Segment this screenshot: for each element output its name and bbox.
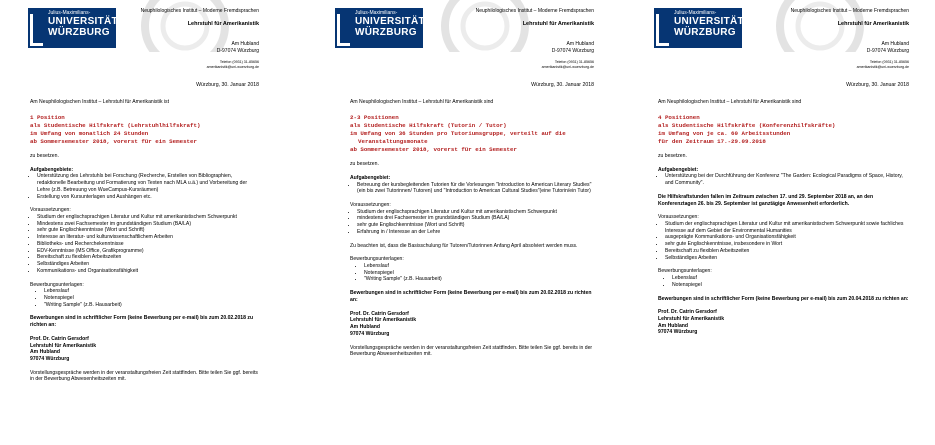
- list-item: • Interesse an literatur- und kulturwissenschaftlichem Arbeiten: [37, 234, 259, 241]
- intro-text: Am Neuphilologischen Institut – Lehrstuhl für Amerikanistik sind: [350, 98, 494, 105]
- requirements-heading: Voraussetzungen:: [658, 214, 699, 221]
- list-item: • "Writing Sample" (z.B. Hausarbeit): [364, 276, 594, 283]
- address: Am Hubland D-97074 Würzburg: [551, 41, 594, 54]
- contact-address: Prof. Dr. Catrin Gersdorf Lehrstuhl für Amerikanistik Am Hubland 97074 Würzburg: [350, 310, 417, 337]
- list-item: • Erfahrung in / Interesse an der Lehre: [357, 229, 594, 236]
- letterhead: [650, 0, 915, 78]
- schedule-note: Die Hilfskraftstunden fallen im Zeitraum zwischen 17. und 29. September 2018 an, an den Konferenztagen 26. bis 29. September ist ganztägige Anwesenheit erforderlich.: [658, 193, 874, 207]
- position-summary: 2-3 Positionen als Studentische Hilfskraft (Tutorin / Tutor) im Umfang von 36 Stunden pro Tutoriumsgruppe, verteilt auf die Veranstaltungsmonate ab Sommersemester 2018, vorerst für ein Semester: [350, 113, 566, 154]
- tasks-heading: Aufgabengebiet:: [658, 166, 699, 173]
- list-item: • Betreuung der kursbegleitenden Tutorien für die Vorlesungen "Introduction to American Literary Studies" (ein bis zwei Tutorinnen/ Tutoren) und "Introduction to American Cultural Studies"(eine Tutorin/ein Tutor): [357, 182, 594, 195]
- documents-heading: Bewerbungsunterlagen:: [658, 268, 712, 275]
- documents-list: [350, 263, 594, 283]
- contact-info: Telefon (0931) 31-85656 amerikanistik@uni-wuerzburg.de: [541, 60, 594, 70]
- requirements-list: [30, 214, 259, 274]
- closing-note: Vorstellungsgespräche werden in der veranstaltungsfreien Zeit stattfinden. Bitte teilen Sie ggf. bereits in der Bewerbung Abwesenheitszeiten mit.: [350, 344, 593, 358]
- requirements-list: [658, 221, 909, 261]
- university-logo: [335, 8, 423, 48]
- requirements-list: [350, 209, 594, 236]
- to-be-filled: zu besetzen.: [350, 161, 379, 168]
- deadline-text: Bewerbungen sind in schriftlicher Form (keine Bewerbung per e-mail) bis zum 20.02.2018 zu richten an:: [30, 315, 254, 329]
- letter-date: Würzburg, 30. Januar 2018: [846, 82, 909, 88]
- chair-name: Lehrstuhl für Amerikanistik: [522, 21, 594, 27]
- list-item: • Bereitschaft zu flexiblen Arbeitszeiten: [665, 248, 909, 255]
- institute-name: Neuphilologisches Institut – Moderne Fremdsprachen: [475, 8, 594, 14]
- list-item: • sehr gute Englischkenntnisse, insbesondere in Wort: [665, 241, 909, 248]
- list-item: • Kommunikations- und Organisationsfähigkeit: [37, 268, 259, 275]
- chair-name: Lehrstuhl für Amerikanistik: [187, 21, 259, 27]
- address: Am Hubland D-97074 Würzburg: [216, 41, 259, 54]
- job-posting-2: [335, 0, 600, 445]
- institute-name: Neuphilologisches Institut – Moderne Fremdsprachen: [140, 8, 259, 14]
- university-logo: [654, 8, 742, 48]
- logo-wordmark: UNIVERSITÄT WÜRZBURG: [355, 16, 425, 38]
- list-item: • Selbständiges Arbeiten: [37, 261, 259, 268]
- list-item: • Mindestens zwei Fachsemester im grundständigen Studium (BA/LA): [37, 221, 259, 228]
- list-item: • Lebenslauf: [364, 263, 594, 270]
- list-item: • Studium der englischsprachigen Literatur und Kultur mit amerikanistischem Schwerpunkt: [357, 209, 594, 216]
- list-item: • ausgeprägte Kommunikations- und Organisationsfähigkeit: [665, 234, 909, 241]
- tasks-heading: Aufgabengebiete:: [30, 166, 74, 173]
- list-item: • Notenspiegel: [672, 282, 909, 289]
- letterhead: [0, 0, 265, 78]
- logo-small-text: Julius-Maximilians-: [674, 10, 717, 16]
- list-item: • Unterstützung des Lehrstuhls bei Forschung (Recherche, Erstellen von Bibliographien, redaktionelle Bearbeitung und Formatierung von Texten nach MLA u.ä.) und Vorbereitung der Lehre (z.B. Betreuung von WueCampus-Kursräumen): [37, 173, 259, 193]
- list-item: • EDV-Kenntnisse (MS Office, Grafikprogramme): [37, 248, 259, 255]
- to-be-filled: zu besetzen.: [30, 153, 59, 160]
- list-item: • sehr gute Englischkenntnisse (Wort und Schrift): [357, 222, 594, 229]
- list-item: • Notenspiegel: [44, 295, 259, 302]
- list-item: • Studium der englischsprachigen Literatur und Kultur mit amerikanistischem Schwerpunkt: [37, 214, 259, 221]
- contact-info: Telefon (0931) 31-85656 amerikanistik@uni-wuerzburg.de: [206, 60, 259, 70]
- tasks-list: [658, 173, 909, 186]
- documents-heading: Bewerbungsunterlagen:: [350, 256, 404, 263]
- intro-text: Am Neuphilologischen Institut – Lehrstuhl für Amerikanistik sind: [658, 98, 802, 105]
- deadline-text: Bewerbungen sind in schriftlicher Form (keine Bewerbung per e-mail) bis zum 20.02.2018 zu richten an:: [350, 290, 592, 303]
- documents-list: [658, 275, 909, 288]
- documents-heading: Bewerbungsunterlagen:: [30, 281, 84, 288]
- contact-address: Prof. Dr. Catrin Gersdorf Lehrstuhl für Amerikanistik Am Hubland 97074 Würzburg: [30, 335, 97, 362]
- address: Am Hubland D-97074 Würzburg: [866, 41, 909, 54]
- list-item: • Lebenslauf: [672, 275, 909, 282]
- logo-small-text: Julius-Maximilians-: [48, 10, 91, 16]
- tasks-list: [350, 182, 594, 195]
- list-item: • "Writing Sample" (z.B. Hausarbeit): [44, 302, 259, 309]
- deadline-text: Bewerbungen sind in schriftlicher Form (keine Bewerbung per e-mail) bis zum 20.04.2018 zu richten an:: [658, 295, 909, 302]
- intro-text: Am Neuphilologischen Institut – Lehrstuhl für Amerikanistik ist: [30, 98, 170, 105]
- list-item: • mindestens drei Fachsemester im grundständigen Studium (BA/LA): [357, 215, 594, 222]
- letterhead: [335, 0, 600, 78]
- chair-name: Lehrstuhl für Amerikanistik: [837, 21, 909, 27]
- logo-wordmark: UNIVERSITÄT WÜRZBURG: [48, 16, 118, 38]
- list-item: • Bereitschaft zu flexiblen Arbeitszeiten: [37, 254, 259, 261]
- contact-address: Prof. Dr. Catrin Gersdorf Lehrstuhl für Amerikanistik Am Hubland 97074 Würzburg: [658, 309, 725, 336]
- requirements-heading: Voraussetzungen:: [350, 202, 391, 208]
- letter-date: Würzburg, 30. Januar 2018: [531, 82, 594, 88]
- letter-date: Würzburg, 30. Januar 2018: [196, 82, 259, 88]
- requirements-heading: Voraussetzungen:: [30, 207, 71, 214]
- training-note: Zu beachten ist, dass die Basisschulung für Tutoren/Tutorinnen Anfang April absolviert werden muss.: [350, 242, 578, 249]
- documents-list: [30, 288, 259, 308]
- list-item: • Unterstützung bei der Durchführung der Konferenz "The Garden: Ecological Paradigms of Space, History, and Community".: [665, 173, 909, 186]
- list-item: • Studium der englischsprachigen Literatur und Kultur mit amerikanistischem Schwerpunkt sowie fachliches Interesse auf dem Gebiet der Environmental Humanities: [665, 221, 909, 234]
- list-item: • Selbständiges Arbeiten: [665, 255, 909, 262]
- tasks-heading: Aufgabengebiet:: [350, 174, 391, 181]
- position-summary: 4 Positionen als Studentische Hilfskräfte (Konferenzhilfskräfte) im Umfang von je ca. 60 Arbeitsstunden für den Zeitraum 17.-29.09.2018: [658, 113, 836, 145]
- list-item: • Notenspiegel: [364, 270, 594, 277]
- position-summary: 1 Position als Studentische Hilfskraft (Lehrstuhlhilfskraft) im Umfang von monatlich 24 Stunden ab Sommersemester 2018, vorerst für ein Semester: [30, 113, 201, 145]
- institute-name: Neuphilologisches Institut – Moderne Fremdsprachen: [790, 8, 909, 14]
- tasks-list: [30, 173, 259, 200]
- closing-note: Vorstellungsgespräche werden in der veranstaltungsfreien Zeit stattfinden. Bitte teilen Sie ggf. bereits in der Bewerbung Abwesenheitszeiten mit.: [30, 369, 258, 383]
- job-posting-1: [0, 0, 265, 445]
- contact-info: Telefon (0931) 31-85656 amerikanistik@uni-wuerzburg.de: [856, 60, 909, 70]
- list-item: • sehr gute Englischkenntnisse (Wort und Schrift): [37, 227, 259, 234]
- logo-wordmark: UNIVERSITÄT WÜRZBURG: [674, 16, 744, 38]
- list-item: • Lebenslauf: [44, 288, 259, 295]
- job-posting-3: [650, 0, 915, 445]
- logo-small-text: Julius-Maximilians-: [355, 10, 398, 16]
- list-item: • Erstellung von Kursunterlagen und Aushängen etc.: [37, 194, 259, 201]
- university-logo: [28, 8, 116, 48]
- list-item: • Bibliotheks- und Recherchekenntnisse: [37, 241, 259, 248]
- to-be-filled: zu besetzen.: [658, 153, 687, 160]
